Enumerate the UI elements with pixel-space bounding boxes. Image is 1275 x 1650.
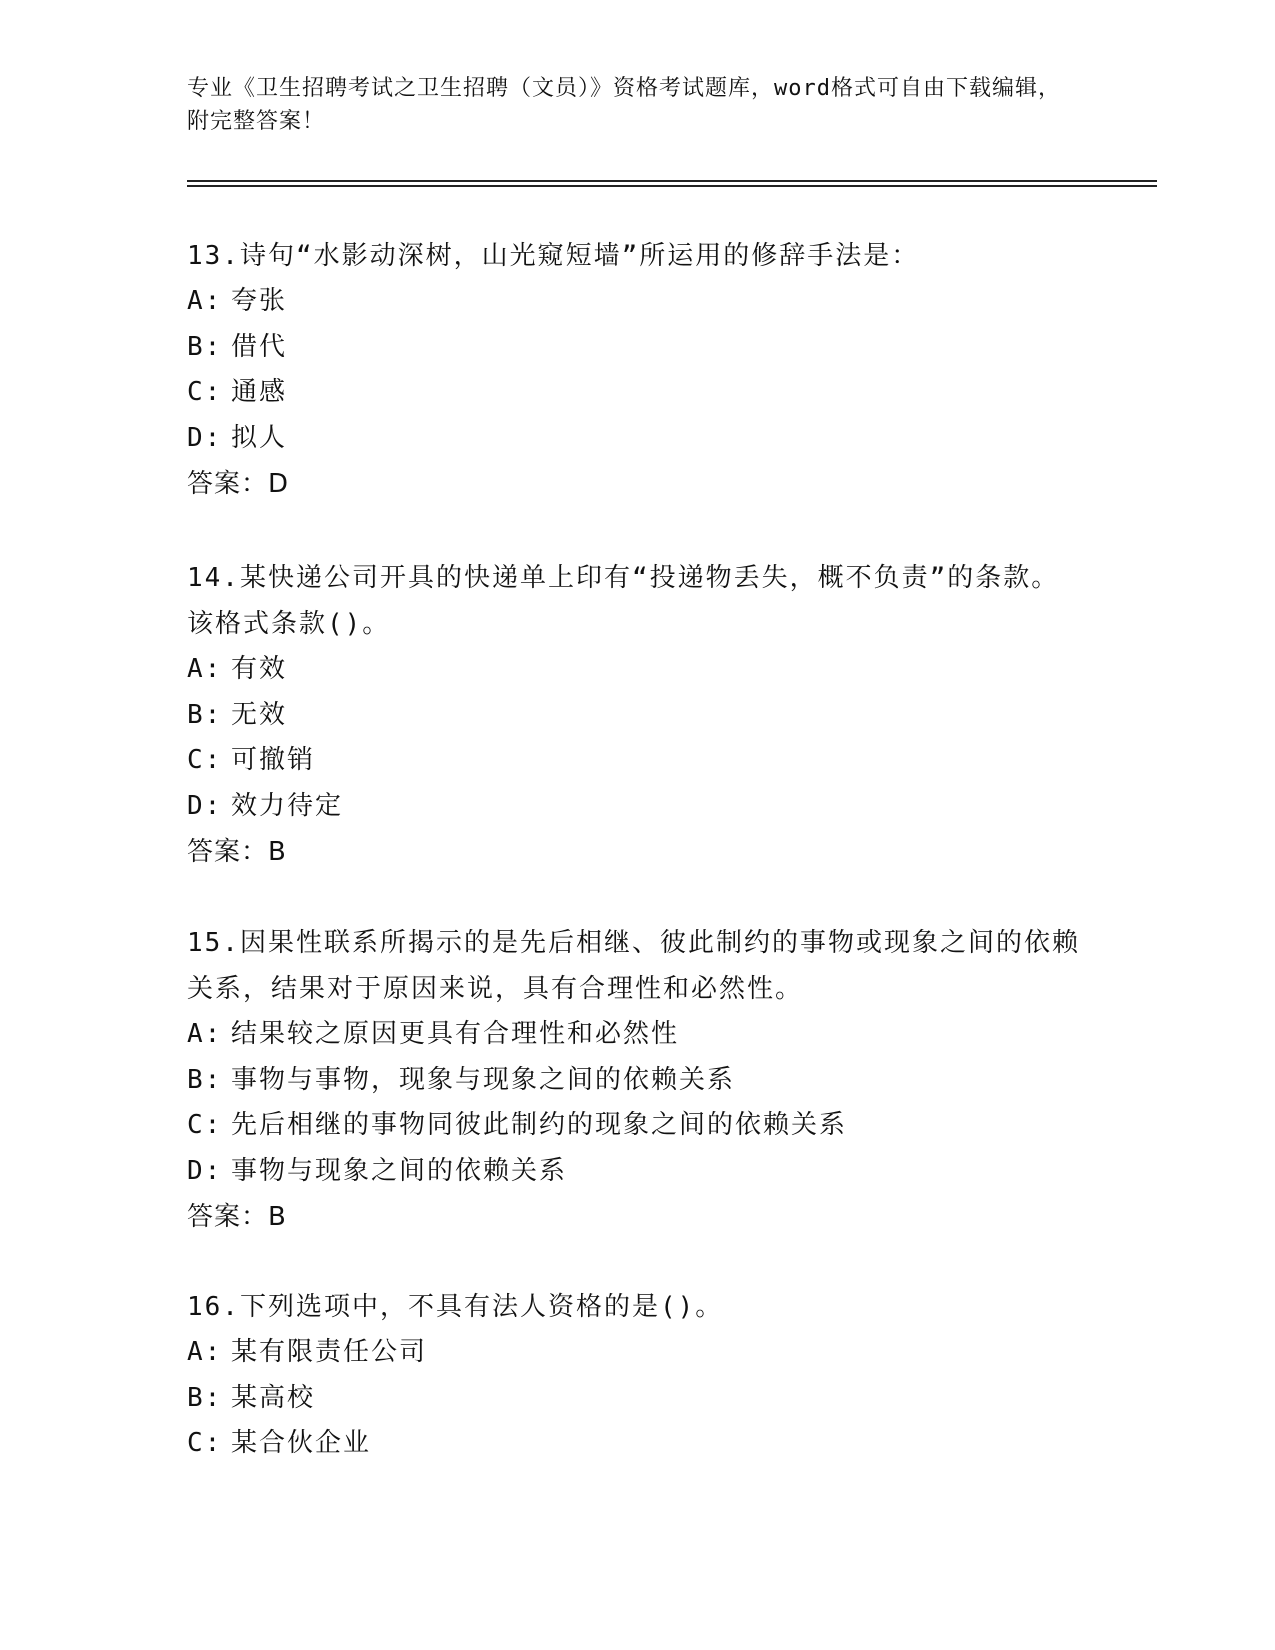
header-divider-bottom xyxy=(187,185,1157,187)
option-d xyxy=(187,784,1087,830)
option-text: 无效 xyxy=(231,699,288,730)
option-key: B: xyxy=(187,699,223,730)
option-text: 事物与现象之间的依赖关系 xyxy=(231,1155,568,1186)
header-divider-top xyxy=(187,180,1157,182)
question-stem: 16.下列选项中，不具有法人资格的是()。 xyxy=(187,1292,724,1322)
question-16 xyxy=(187,1284,1087,1467)
option-c xyxy=(187,1103,1087,1149)
option-key: D: xyxy=(187,790,223,821)
option-text: 有效 xyxy=(231,654,288,684)
option-d xyxy=(187,416,1087,462)
option-b xyxy=(187,693,1087,739)
option-key: A: xyxy=(187,1337,223,1367)
answer-line xyxy=(187,829,1087,875)
question-stem: 13.诗句“水影动深树，山光窥短墙”所运用的修辞手法是： xyxy=(187,241,920,271)
option-b xyxy=(187,1058,1087,1104)
answer-value: B xyxy=(268,1202,287,1232)
option-key: C: xyxy=(187,745,223,775)
option-text: 可撤销 xyxy=(231,745,316,775)
answer-label: 答案： xyxy=(187,837,269,867)
option-text: 某合伙企业 xyxy=(231,1428,372,1458)
option-key: C: xyxy=(187,1428,223,1458)
option-text: 拟人 xyxy=(231,422,288,453)
option-text: 事物与事物，现象与现象之间的依赖关系 xyxy=(231,1064,736,1095)
answer-line xyxy=(187,1194,1087,1240)
option-b xyxy=(187,325,1087,371)
option-text: 某高校 xyxy=(231,1382,316,1413)
option-a xyxy=(187,647,1087,693)
option-key: A: xyxy=(187,654,223,684)
option-key: D: xyxy=(187,1155,223,1186)
answer-label: 答案： xyxy=(187,469,269,499)
document-header: 专业《卫生招聘考试之卫生招聘（文员）》资格考试题库，word格式可自由下载编辑，附完整答案！ xyxy=(187,76,1061,134)
option-key: B: xyxy=(187,1064,223,1095)
option-key: D: xyxy=(187,422,223,453)
option-key: A: xyxy=(187,1019,223,1049)
question-13 xyxy=(187,233,1087,507)
option-text: 效力待定 xyxy=(231,790,344,821)
option-a xyxy=(187,1330,1087,1376)
option-text: 某有限责任公司 xyxy=(231,1337,428,1367)
answer-line xyxy=(187,461,1087,507)
option-b xyxy=(187,1376,1087,1422)
question-stem: 14.某快递公司开具的快递单上印有“投递物丢失，概不负责”的条款。该格式条款()。 xyxy=(187,563,1060,639)
option-text: 先后相继的事物同彼此制约的现象之间的依赖关系 xyxy=(231,1110,848,1140)
option-key: C: xyxy=(187,1110,223,1140)
option-a xyxy=(187,1012,1087,1058)
question-stem: 15.因果性联系所揭示的是先后相继、彼此制约的事物或现象之间的依赖关系，结果对于原因来说，具有合理性和必然性。 xyxy=(187,928,1080,1004)
option-a xyxy=(187,279,1087,325)
option-text: 结果较之原因更具有合理性和必然性 xyxy=(231,1019,680,1049)
option-key: C: xyxy=(187,377,223,407)
option-key: B: xyxy=(187,331,223,362)
option-c xyxy=(187,370,1087,416)
question-15 xyxy=(187,920,1087,1240)
answer-label: 答案： xyxy=(187,1202,269,1232)
option-text: 通感 xyxy=(231,377,288,407)
option-text: 借代 xyxy=(231,331,288,362)
answer-value: D xyxy=(268,469,290,499)
option-d xyxy=(187,1149,1087,1195)
answer-value: B xyxy=(268,837,287,867)
option-text: 夸张 xyxy=(231,286,288,316)
option-key: A: xyxy=(187,286,223,316)
option-key: B: xyxy=(187,1382,223,1413)
option-c xyxy=(187,1421,1087,1467)
question-14 xyxy=(187,555,1087,875)
option-c xyxy=(187,738,1087,784)
